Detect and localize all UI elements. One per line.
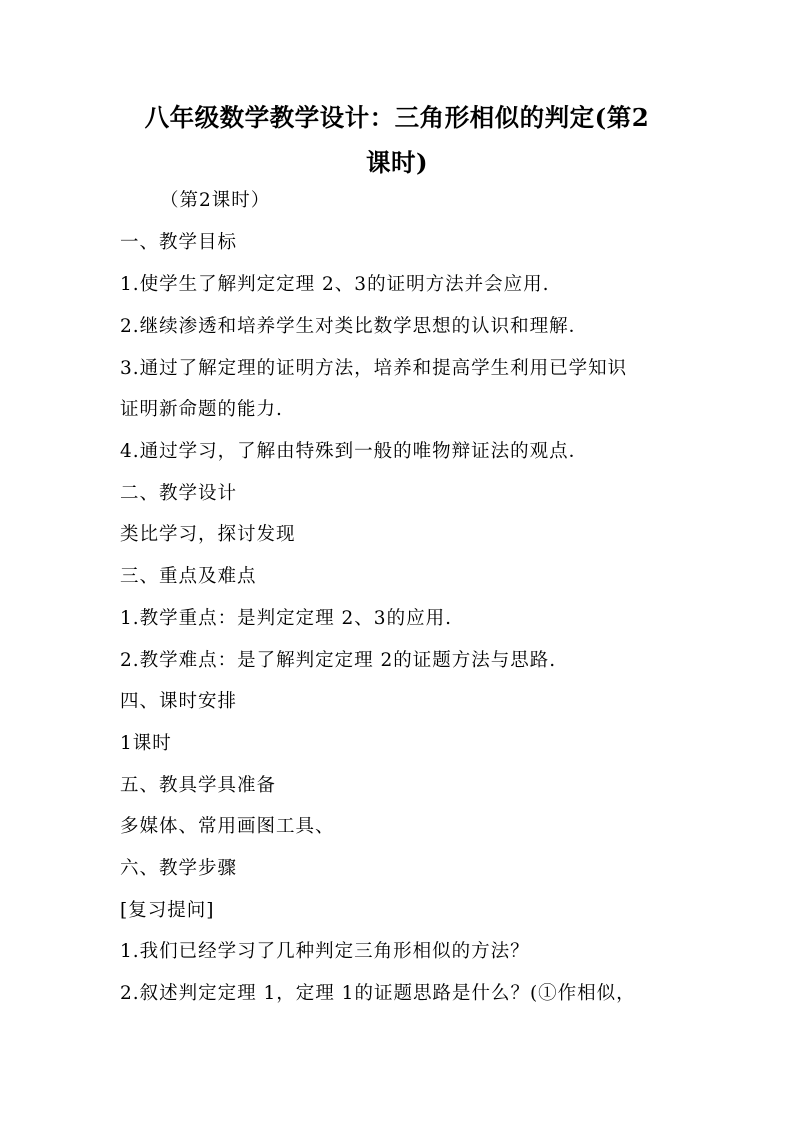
document-title-line-1: 八年级数学教学设计：三角形相似的判定(第2 [144, 103, 650, 132]
section-heading-tools: 五、教具学具准备 [120, 775, 277, 796]
review-question-1: 1.我们已经学习了几种判定三角形相似的方法？ [120, 941, 530, 962]
schedule-text: 1课时 [120, 733, 172, 754]
key-point-2: 2.教学难点：是了解判定定理 2的证题方法与思路. [120, 650, 557, 671]
objective-3-continued: 证明新命题的能力. [120, 399, 283, 420]
objective-1: 1.使学生了解判定定理 2、3的证明方法并会应用. [120, 274, 550, 295]
section-heading-key-points: 三、重点及难点 [120, 566, 257, 587]
section-heading-design: 二、教学设计 [120, 483, 238, 504]
design-text: 类比学习，探讨发现 [120, 524, 296, 545]
objective-4: 4.通过学习，了解由特殊到一般的唯物辩证法的观点． [120, 441, 589, 462]
tools-text: 多媒体、常用画图工具、 [120, 816, 335, 837]
section-heading-steps: 六、教学步骤 [120, 858, 238, 879]
document-title-line-2: 课时) [365, 148, 429, 177]
review-question-2: 2.叙述判定定理 1，定理 1的证题思路是什么？(①作相似， [120, 983, 636, 1004]
section-heading-objectives: 一、教学目标 [120, 232, 238, 253]
section-heading-schedule: 四、课时安排 [120, 691, 238, 712]
objective-3: 3.通过了解定理的证明方法，培养和提高学生利用已学知识 [120, 358, 628, 379]
objective-2: 2.继续渗透和培养学生对类比数学思想的认识和理解． [120, 316, 589, 337]
key-point-1: 1.教学重点：是判定定理 2、3的应用. [120, 608, 452, 629]
lesson-subtitle: （第2课时） [160, 190, 271, 211]
review-questions-heading: [复习提问] [120, 900, 215, 921]
